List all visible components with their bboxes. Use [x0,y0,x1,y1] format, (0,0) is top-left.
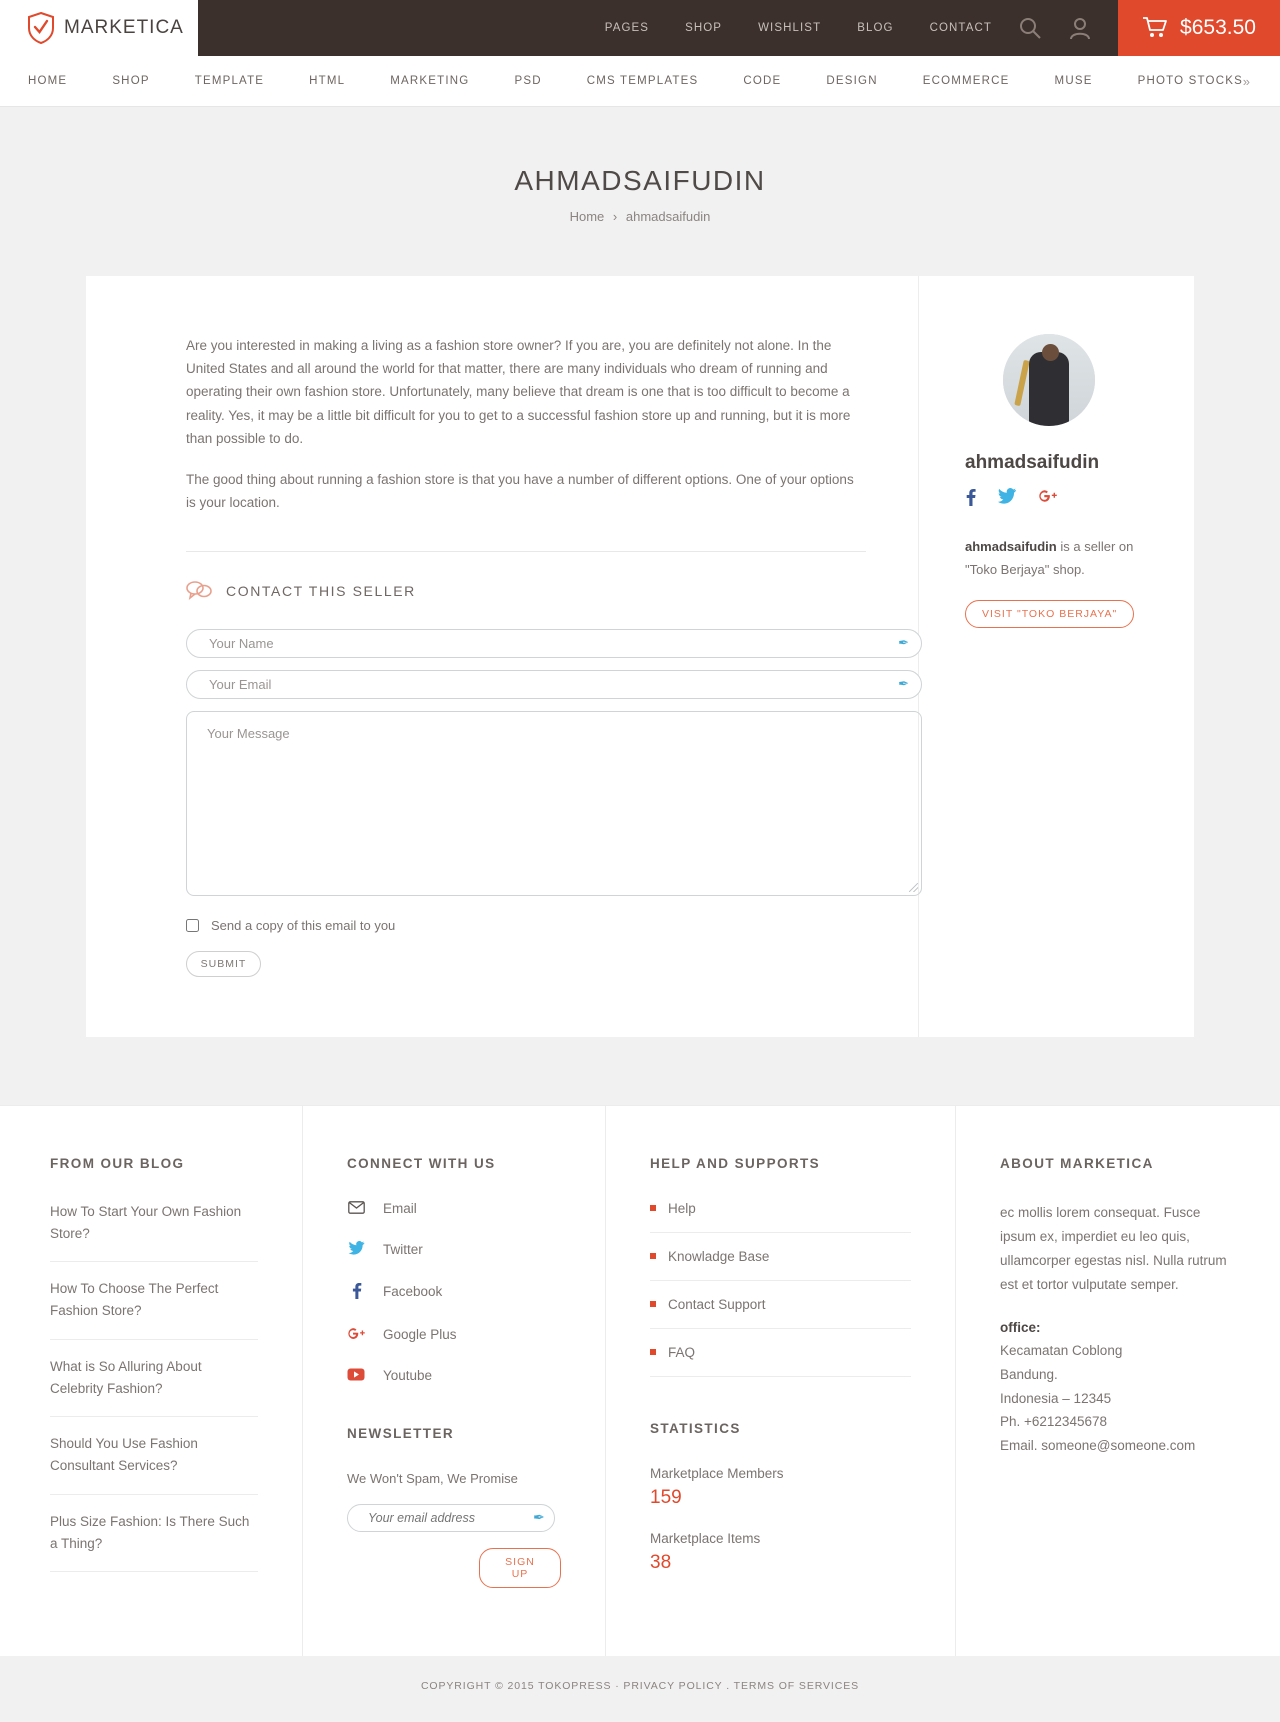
chat-bubbles-icon [186,580,212,603]
about-office-label: office: [1000,1319,1041,1335]
terms-of-services-link[interactable]: TERMS OF SERVICES [733,1679,860,1692]
page-title: AHMADSAIFUDIN [514,165,766,196]
nav-item-photo-stocks[interactable]: PHOTO STOCKS [1137,75,1243,87]
help-link-knowledge-base[interactable] [650,1249,911,1281]
seller-main-column [86,276,918,1037]
pen-icon: ✒ [533,1509,545,1526]
about-address-line1: Kecamatan Coblong [1000,1343,1123,1359]
footer-blog-title: FROM OUR BLOG [50,1155,185,1171]
divider [186,551,866,552]
bullet-square-icon [650,1205,656,1211]
footer-blog-list [50,1201,258,1573]
contact-form-header [186,580,866,603]
copyright-separator-2: . [722,1679,734,1692]
name-input[interactable] [207,635,898,652]
send-copy-label: Send a copy of this email to you [211,917,396,933]
nav-item-ecommerce[interactable]: ECOMMERCE [922,75,1010,87]
breadcrumb [0,209,1280,224]
about-address-line2: Bandung. [1000,1366,1058,1382]
bullet-square-icon [650,1301,656,1307]
footer-statistics-title: STATISTICS [650,1420,741,1436]
shield-check-icon [28,12,54,44]
blog-link-1[interactable]: How To Start Your Own Fashion Store? [50,1201,258,1263]
stat-members-label: Marketplace Members [650,1465,784,1481]
about-text: ec mollis lorem consequat. Fusce ipsum ex, imperdiet eu leo quis, ullamcorper egestas nisl. Nulla rutrum est et tortor vulputate semper. [1000,1204,1227,1293]
resize-handle[interactable] [909,883,918,892]
stat-members-value: 159 [650,1486,682,1508]
name-field-wrap[interactable] [186,629,922,658]
user-icon[interactable] [1068,16,1092,40]
chevron-double-down-icon[interactable]: » [1242,73,1250,89]
help-link-help-label: Help [668,1200,696,1216]
newsletter-note: We Won't Spam, We Promise [347,1470,518,1486]
help-link-faq-label: FAQ [668,1344,696,1360]
top-nav-shop[interactable]: SHOP [685,22,723,34]
about-address-line3: Indonesia – 12345 [1000,1390,1112,1406]
connect-youtube[interactable] [347,1368,561,1384]
main-nav [0,56,1280,107]
footer-newsletter-title: NEWSLETTER [347,1425,454,1441]
help-link-contact-support[interactable] [650,1297,911,1329]
top-nav [198,0,1018,56]
about-phone: Ph. +6212345678 [1000,1414,1107,1430]
seller-name: ahmadsaifudin [965,452,1100,473]
copyright-text: COPYRIGHT © 2015 TOKOPRESS [420,1679,612,1692]
cart-button[interactable] [1118,0,1280,56]
page-header [0,107,1280,276]
top-nav-contact[interactable]: CONTACT [929,22,992,34]
email-field-wrap[interactable] [186,670,922,699]
cart-icon [1142,16,1168,41]
bullet-square-icon [650,1349,656,1355]
nav-item-muse[interactable]: MUSE [1054,75,1093,87]
avatar [1003,334,1095,426]
footer-about-column [956,1106,1280,1656]
contact-form-title: CONTACT THIS SELLER [226,583,416,600]
connect-twitter[interactable] [347,1241,561,1258]
footer-blog-column [0,1106,303,1656]
stat-items-value: 38 [650,1551,672,1573]
seller-description-rest: is a seller on "Toko Berjaya" shop. [965,539,1134,578]
facebook-icon [347,1282,365,1302]
seller-sidebar [918,276,1194,1037]
connect-email-label: Email [383,1201,417,1217]
seller-social-links [965,488,1164,511]
nav-item-cms-templates[interactable]: CMS TEMPLATES [586,75,699,87]
intro-paragraph-2: The good thing about running a fashion store is that you have a number of different options. One of your options is your location. [186,472,854,511]
send-copy-checkbox[interactable] [186,919,199,932]
copyright-bar [0,1656,1280,1722]
email-input[interactable] [207,676,898,693]
nav-item-template[interactable]: TEMPLATE [194,75,265,87]
connect-youtube-label: Youtube [383,1368,433,1384]
twitter-icon[interactable] [998,488,1016,511]
nav-item-design[interactable]: DESIGN [826,75,878,87]
connect-email[interactable] [347,1201,561,1217]
about-office [1000,1316,1236,1458]
privacy-policy-link[interactable]: PRIVACY POLICY [623,1679,723,1692]
search-icon[interactable] [1018,16,1042,40]
about-email: Email. someone@someone.com [1000,1437,1196,1453]
footer-about-title: ABOUT MARKETICA [1000,1155,1154,1171]
pen-icon: ✒ [898,635,909,651]
pen-icon: ✒ [898,676,909,692]
breadcrumb-current: ahmadsaifudin [625,209,711,224]
breadcrumb-home[interactable]: Home [569,209,605,224]
message-field-wrap[interactable] [186,711,922,896]
newsletter-signup-button[interactable]: SIGN UP [479,1548,561,1588]
newsletter-field-wrap[interactable] [347,1504,555,1532]
intro-text [186,334,866,515]
footer-connect-column [303,1106,606,1656]
footer-help-column [606,1106,956,1656]
newsletter-email-input[interactable] [366,1510,533,1526]
blog-link-5[interactable]: Plus Size Fashion: Is There Such a Thing? [50,1511,258,1573]
seller-description [965,535,1164,582]
nav-item-psd[interactable]: PSD [514,75,542,87]
top-nav-wishlist[interactable]: WISHLIST [758,22,822,34]
help-link-knowledge-base-label: Knowladge Base [668,1248,770,1264]
footer [0,1105,1280,1656]
copyright-separator-1: · [611,1679,624,1692]
blog-link-3[interactable]: What is So Alluring About Celebrity Fashion? [50,1356,258,1418]
connect-twitter-label: Twitter [383,1241,423,1257]
nav-item-marketing[interactable]: MARKETING [390,75,470,87]
bullet-square-icon [650,1253,656,1259]
footer-help-title: HELP AND SUPPORTS [650,1155,821,1171]
blog-link-4[interactable]: Should You Use Fashion Consultant Services? [50,1433,258,1495]
nav-item-code[interactable]: CODE [743,75,782,87]
nav-item-shop[interactable]: SHOP [112,75,150,87]
youtube-icon [347,1368,365,1384]
blog-link-2[interactable]: How To Choose The Perfect Fashion Store? [50,1278,258,1340]
content-card [86,276,1194,1037]
top-icon-group [1018,0,1118,56]
top-nav-pages[interactable]: PAGES [604,22,650,34]
nav-item-html[interactable]: HTML [309,75,346,87]
submit-button[interactable]: SUBMIT [186,951,261,977]
seller-description-name: ahmadsaifudin [965,539,1057,554]
twitter-icon [347,1241,365,1258]
connect-facebook-label: Facebook [383,1284,443,1300]
help-link-faq[interactable] [650,1345,911,1377]
facebook-icon[interactable] [965,488,976,511]
message-input[interactable] [205,724,903,883]
brand-name: MARKETICA [64,17,184,38]
logo[interactable] [0,0,198,56]
connect-google-plus-label: Google Plus [383,1327,457,1343]
help-links-list [650,1201,911,1377]
help-link-contact-support-label: Contact Support [668,1296,766,1312]
top-nav-blog[interactable]: BLOG [857,22,894,34]
send-copy-row [186,918,866,933]
nav-item-home[interactable]: HOME [28,75,68,87]
connect-google-plus[interactable] [347,1326,561,1344]
connect-facebook[interactable] [347,1282,561,1302]
google-plus-icon[interactable] [1038,488,1058,511]
intro-paragraph-1: Are you interested in making a living as a fashion store owner? If you are, you are definitely not alone. In the United States and all around the world for that matter, there are many individuals who dream of running and operating their own fashion store. Unfortunately, many believe that dream is one that is too difficult to become a reality. Yes, it may be a little bit difficult for you to get to a successful fashion store up and running, but it is more than possible to do. [186,338,851,446]
cart-total: $653.50 [1180,16,1256,39]
help-link-help[interactable] [650,1201,911,1233]
footer-connect-title: CONNECT WITH US [347,1155,496,1171]
breadcrumb-separator: › [612,209,618,224]
envelope-icon [347,1201,365,1217]
google-plus-icon [347,1326,365,1344]
visit-shop-button[interactable]: VISIT "TOKO BERJAYA" [965,600,1134,628]
stat-items-label: Marketplace Items [650,1530,761,1546]
top-header-bar [0,0,1280,56]
